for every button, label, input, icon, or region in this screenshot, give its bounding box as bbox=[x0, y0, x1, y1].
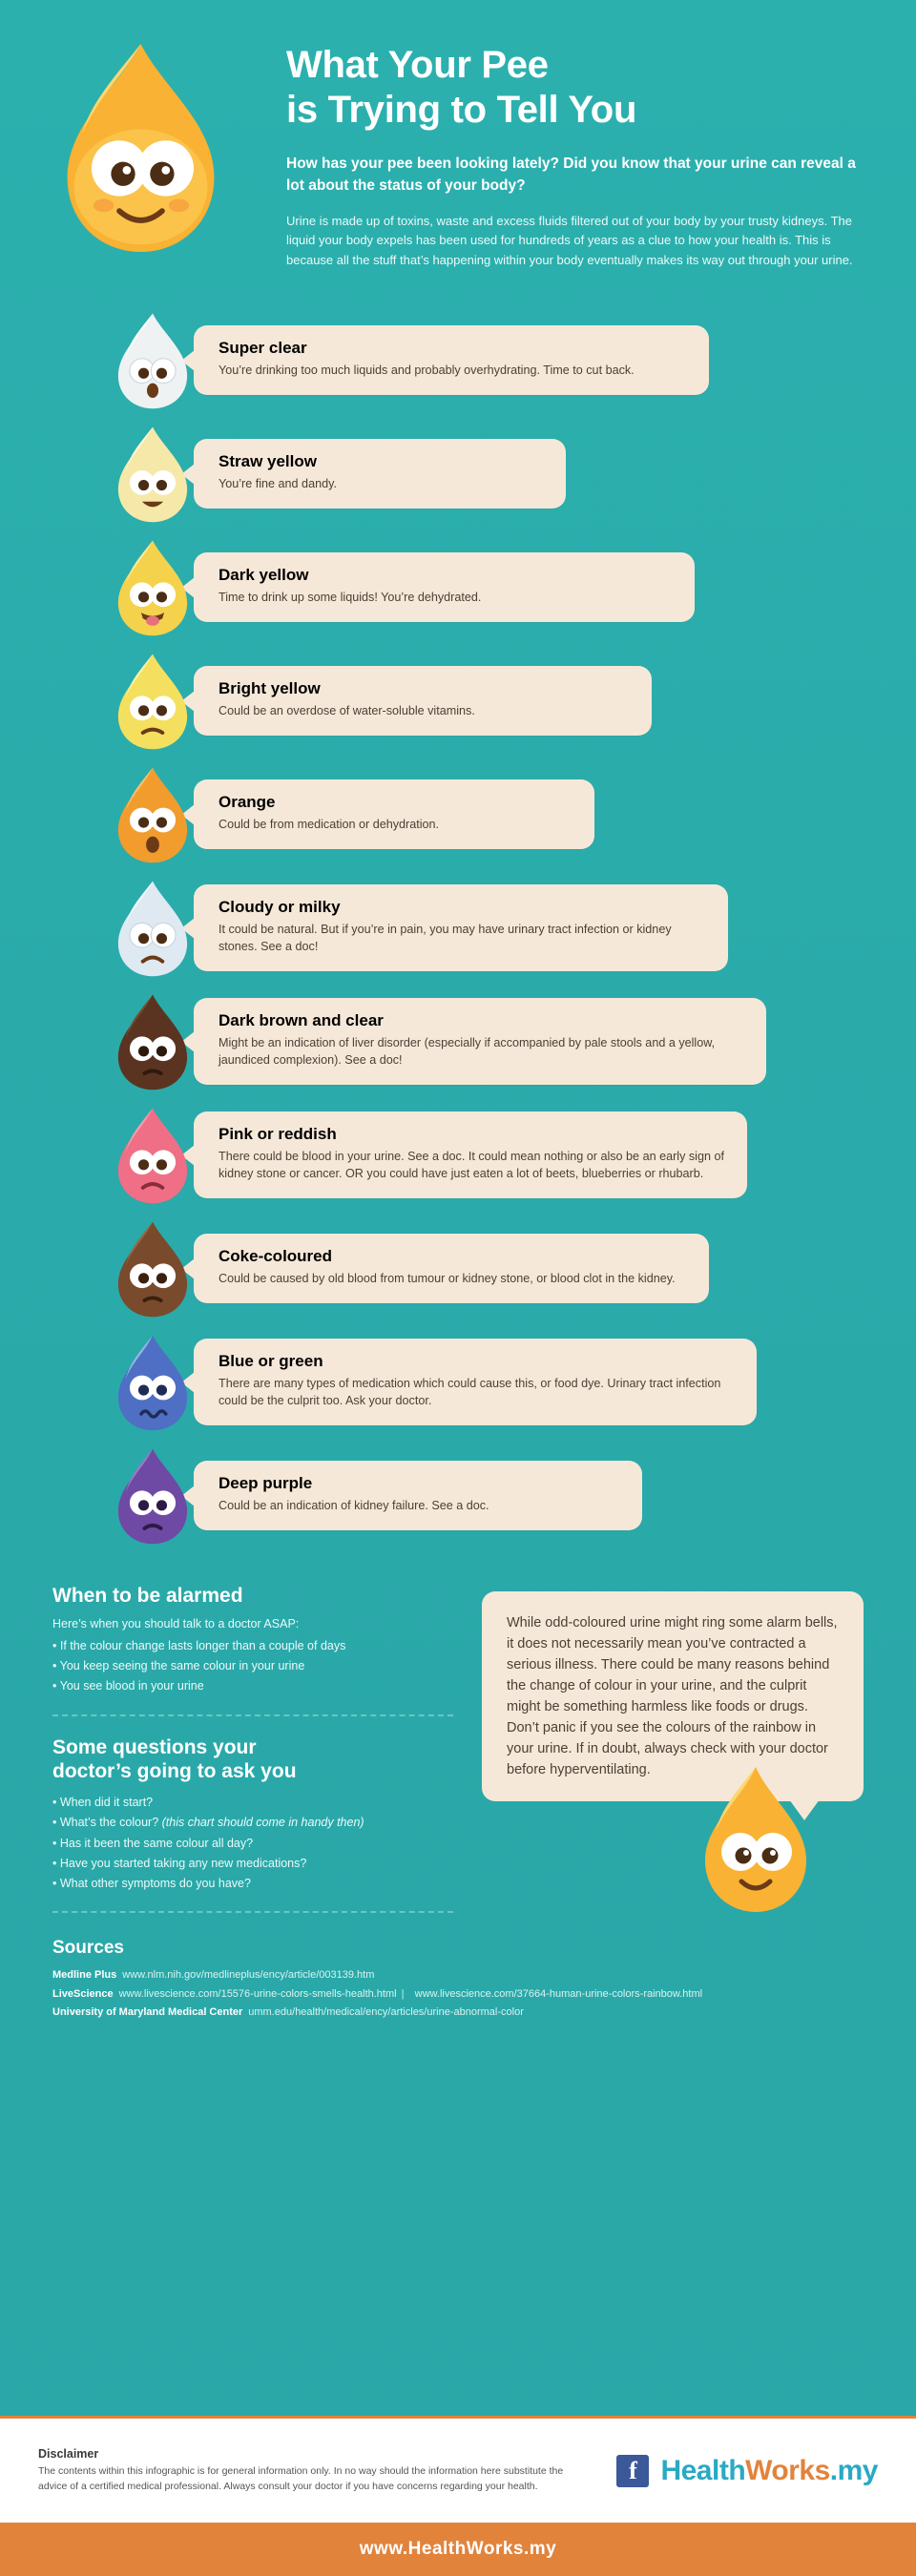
bubble-title: Coke-coloured bbox=[219, 1246, 333, 1265]
list-item bbox=[100, 1105, 878, 1205]
bubble-title: Dark brown and clear bbox=[219, 1010, 384, 1029]
disclaimer bbox=[38, 2447, 616, 2495]
source-name: Medline Plus bbox=[52, 1969, 117, 1982]
healthworks-logo[interactable] bbox=[660, 2455, 878, 2487]
source-url[interactable]: www.livescience.com/37664-human-urine-colors-rainbow.html bbox=[414, 1987, 703, 2000]
bottom-section bbox=[0, 1584, 916, 1933]
drop-icon bbox=[100, 764, 205, 864]
sources-heading: Sources bbox=[52, 1938, 124, 1959]
divider bbox=[52, 1911, 453, 1913]
logo-health: Health bbox=[660, 2454, 746, 2486]
drop-icon bbox=[100, 878, 205, 978]
hero-drop-icon bbox=[52, 38, 229, 258]
header-subtitle: How has your pee been looking lately? Did you know that your urine can reveal a lot about the status of your body? bbox=[286, 156, 856, 194]
bubble-text: You’re drinking too much liquids and probably overhydrating. Time to cut back. bbox=[219, 363, 635, 377]
bubble-text: It could be natural. But if you’re in pain, you may have urinary tract infection or kidney stones. See a doc! bbox=[219, 922, 672, 953]
question-item: • When did it start? bbox=[52, 1796, 154, 1810]
header-intro: Urine is made up of toxins, waste and excess fluids filtered out of your body by your trusty kidneys. The liquid your body expels has been used for hundreds of years as a clue to how your health is. This is because all the stuff that’s happening within your body eventually makes its way out through your urine. bbox=[286, 214, 853, 267]
source-url[interactable]: www.livescience.com/15576-urine-colors-smells-health.html bbox=[118, 1987, 397, 2000]
bottom-bar-url[interactable]: www.HealthWorks.my bbox=[0, 2523, 916, 2576]
drop-icon bbox=[100, 1332, 205, 1432]
list-item bbox=[100, 991, 878, 1091]
list-item bbox=[100, 537, 878, 637]
bubble-text: Time to drink up some liquids! You’re dehydrated. bbox=[219, 590, 482, 604]
question-item-note: (this chart should come in handy then) bbox=[161, 1816, 364, 1830]
list-item bbox=[100, 424, 878, 524]
bubble-title: Cloudy or milky bbox=[219, 897, 341, 916]
list-item bbox=[100, 764, 878, 864]
info-bubble bbox=[194, 552, 695, 622]
drop-icon bbox=[100, 537, 205, 637]
urine-color-list bbox=[0, 310, 916, 1546]
header bbox=[0, 0, 916, 280]
list-item bbox=[100, 310, 878, 410]
drop-icon bbox=[100, 310, 205, 410]
questions-list bbox=[52, 1793, 453, 1894]
alarm-item: • You see blood in your urine bbox=[52, 1679, 204, 1693]
brand bbox=[616, 2455, 878, 2487]
source-entry: LiveScience www.livescience.com/15576-urine-colors-smells-health.html | www.livescience.com/37664-human-urine-colors-rainbow.html bbox=[52, 1987, 703, 2000]
question-item: • Has it been the same colour all day? bbox=[52, 1836, 254, 1850]
bubble-title: Super clear bbox=[219, 338, 307, 357]
questions-heading-line-2: doctor’s going to ask you bbox=[52, 1759, 297, 1782]
logo-my: .my bbox=[829, 2454, 878, 2486]
bubble-text: Could be an overdose of water-soluble vitamins. bbox=[219, 703, 475, 717]
disclaimer-text: The contents within this infographic is for general information only. In no way should the information here substitute the advice of a certified medical professional. Always consult your doctor if you have concerns regarding your health. bbox=[38, 2464, 564, 2492]
question-item-text: • What’s the colour? bbox=[52, 1816, 159, 1830]
info-bubble bbox=[194, 1111, 747, 1198]
page-title bbox=[286, 43, 859, 133]
title-line-2: is Trying to Tell You bbox=[286, 89, 637, 132]
drop-icon bbox=[100, 1105, 205, 1205]
bubble-text: Could be caused by old blood from tumour or kidney stone, or blood clot in the kidney. bbox=[219, 1271, 676, 1285]
questions-heading bbox=[52, 1735, 453, 1783]
bubble-text: There could be blood in your urine. See a doc. It could mean nothing or also be an early sign of kidney stone or cancer. OR you could have just eaten a lot of beets, blueberries or rhubarb. bbox=[219, 1149, 724, 1180]
bubble-text: There are many types of medication which could cause this, or food dye. Urinary tract infection could be the culprit too. Ask your doctor. bbox=[219, 1376, 721, 1407]
list-item bbox=[100, 1218, 878, 1319]
bubble-title: Blue or green bbox=[219, 1351, 323, 1370]
source-url[interactable]: umm.edu/health/medical/ency/articles/urine-abnormal-color bbox=[248, 2005, 524, 2018]
divider bbox=[52, 1714, 453, 1716]
list-item bbox=[100, 1445, 878, 1546]
bubble-text: Could be from medication or dehydration. bbox=[219, 817, 440, 831]
info-bubble bbox=[194, 1461, 642, 1530]
source-name: University of Maryland Medical Center bbox=[52, 2005, 243, 2018]
bubble-text: Could be an indication of kidney failure. See a doc. bbox=[219, 1498, 489, 1512]
list-item bbox=[100, 651, 878, 751]
alarm-heading: When to be alarmed bbox=[52, 1584, 243, 1607]
bubble-text: Might be an indication of liver disorder (especially if accompanied by pale stools and a yellow, jaundiced complexion). See a doc! bbox=[219, 1035, 716, 1067]
source-entry bbox=[52, 1966, 864, 1984]
drop-icon bbox=[100, 991, 205, 1091]
note-bubble bbox=[482, 1591, 864, 1801]
questions-heading-line-1: Some questions your bbox=[52, 1735, 257, 1758]
alarm-list bbox=[52, 1636, 453, 1697]
source-url[interactable]: www.nlm.nih.gov/medlineplus/ency/article/003139.htm bbox=[122, 1969, 375, 1982]
alarm-lead: Here’s when you should talk to a doctor ASAP: bbox=[52, 1616, 300, 1631]
sources-section bbox=[0, 1932, 916, 2022]
bubble-title: Bright yellow bbox=[219, 678, 321, 697]
info-bubble bbox=[194, 998, 766, 1085]
bubble-title: Dark yellow bbox=[219, 565, 309, 584]
info-bubble bbox=[194, 884, 728, 971]
info-bubble bbox=[194, 779, 594, 849]
footer bbox=[0, 2416, 916, 2523]
info-bubble bbox=[194, 325, 709, 395]
question-item bbox=[52, 1813, 453, 1833]
list-item bbox=[100, 878, 878, 978]
source-name: LiveScience bbox=[52, 1987, 114, 2000]
source-entry bbox=[52, 2004, 864, 2022]
alarm-item: • If the colour change lasts longer than a couple of days bbox=[52, 1638, 346, 1652]
bubble-title: Pink or reddish bbox=[219, 1124, 337, 1143]
note-text: While odd-coloured urine might ring some alarm bells, it does not necessarily mean you’ve contracted a serious illness. There could be many reasons behind the change of colour in your urine, and the culprit might be something harmless like foods or drugs. Don’t panic if you see the colours of the rainbow in your urine. If in doubt, always check with your doctor before hyperventilating. bbox=[507, 1614, 838, 1777]
info-bubble bbox=[194, 1339, 757, 1425]
info-bubble bbox=[194, 666, 652, 736]
disclaimer-heading: Disclaimer bbox=[38, 2446, 99, 2461]
bubble-text: You’re fine and dandy. bbox=[219, 476, 337, 490]
question-item: • Have you started taking any new medications? bbox=[52, 1856, 307, 1870]
bubble-title: Deep purple bbox=[219, 1473, 313, 1492]
bubble-title: Straw yellow bbox=[219, 451, 317, 470]
question-item: • What other symptoms do you have? bbox=[52, 1877, 251, 1891]
alarm-item: • You keep seeing the same colour in your urine bbox=[52, 1659, 305, 1673]
logo-works: Works bbox=[745, 2454, 830, 2486]
bottom-left-column bbox=[52, 1584, 453, 1933]
info-bubble bbox=[194, 1234, 709, 1303]
drop-icon bbox=[100, 1445, 205, 1546]
list-item bbox=[100, 1332, 878, 1432]
drop-icon bbox=[100, 651, 205, 751]
title-line-1: What Your Pee bbox=[286, 44, 549, 86]
mini-drop-icon bbox=[694, 1761, 818, 1914]
info-bubble bbox=[194, 439, 566, 509]
drop-icon bbox=[100, 1218, 205, 1319]
facebook-icon[interactable]: f bbox=[616, 2455, 649, 2487]
bubble-title: Orange bbox=[219, 792, 276, 811]
drop-icon bbox=[100, 424, 205, 524]
